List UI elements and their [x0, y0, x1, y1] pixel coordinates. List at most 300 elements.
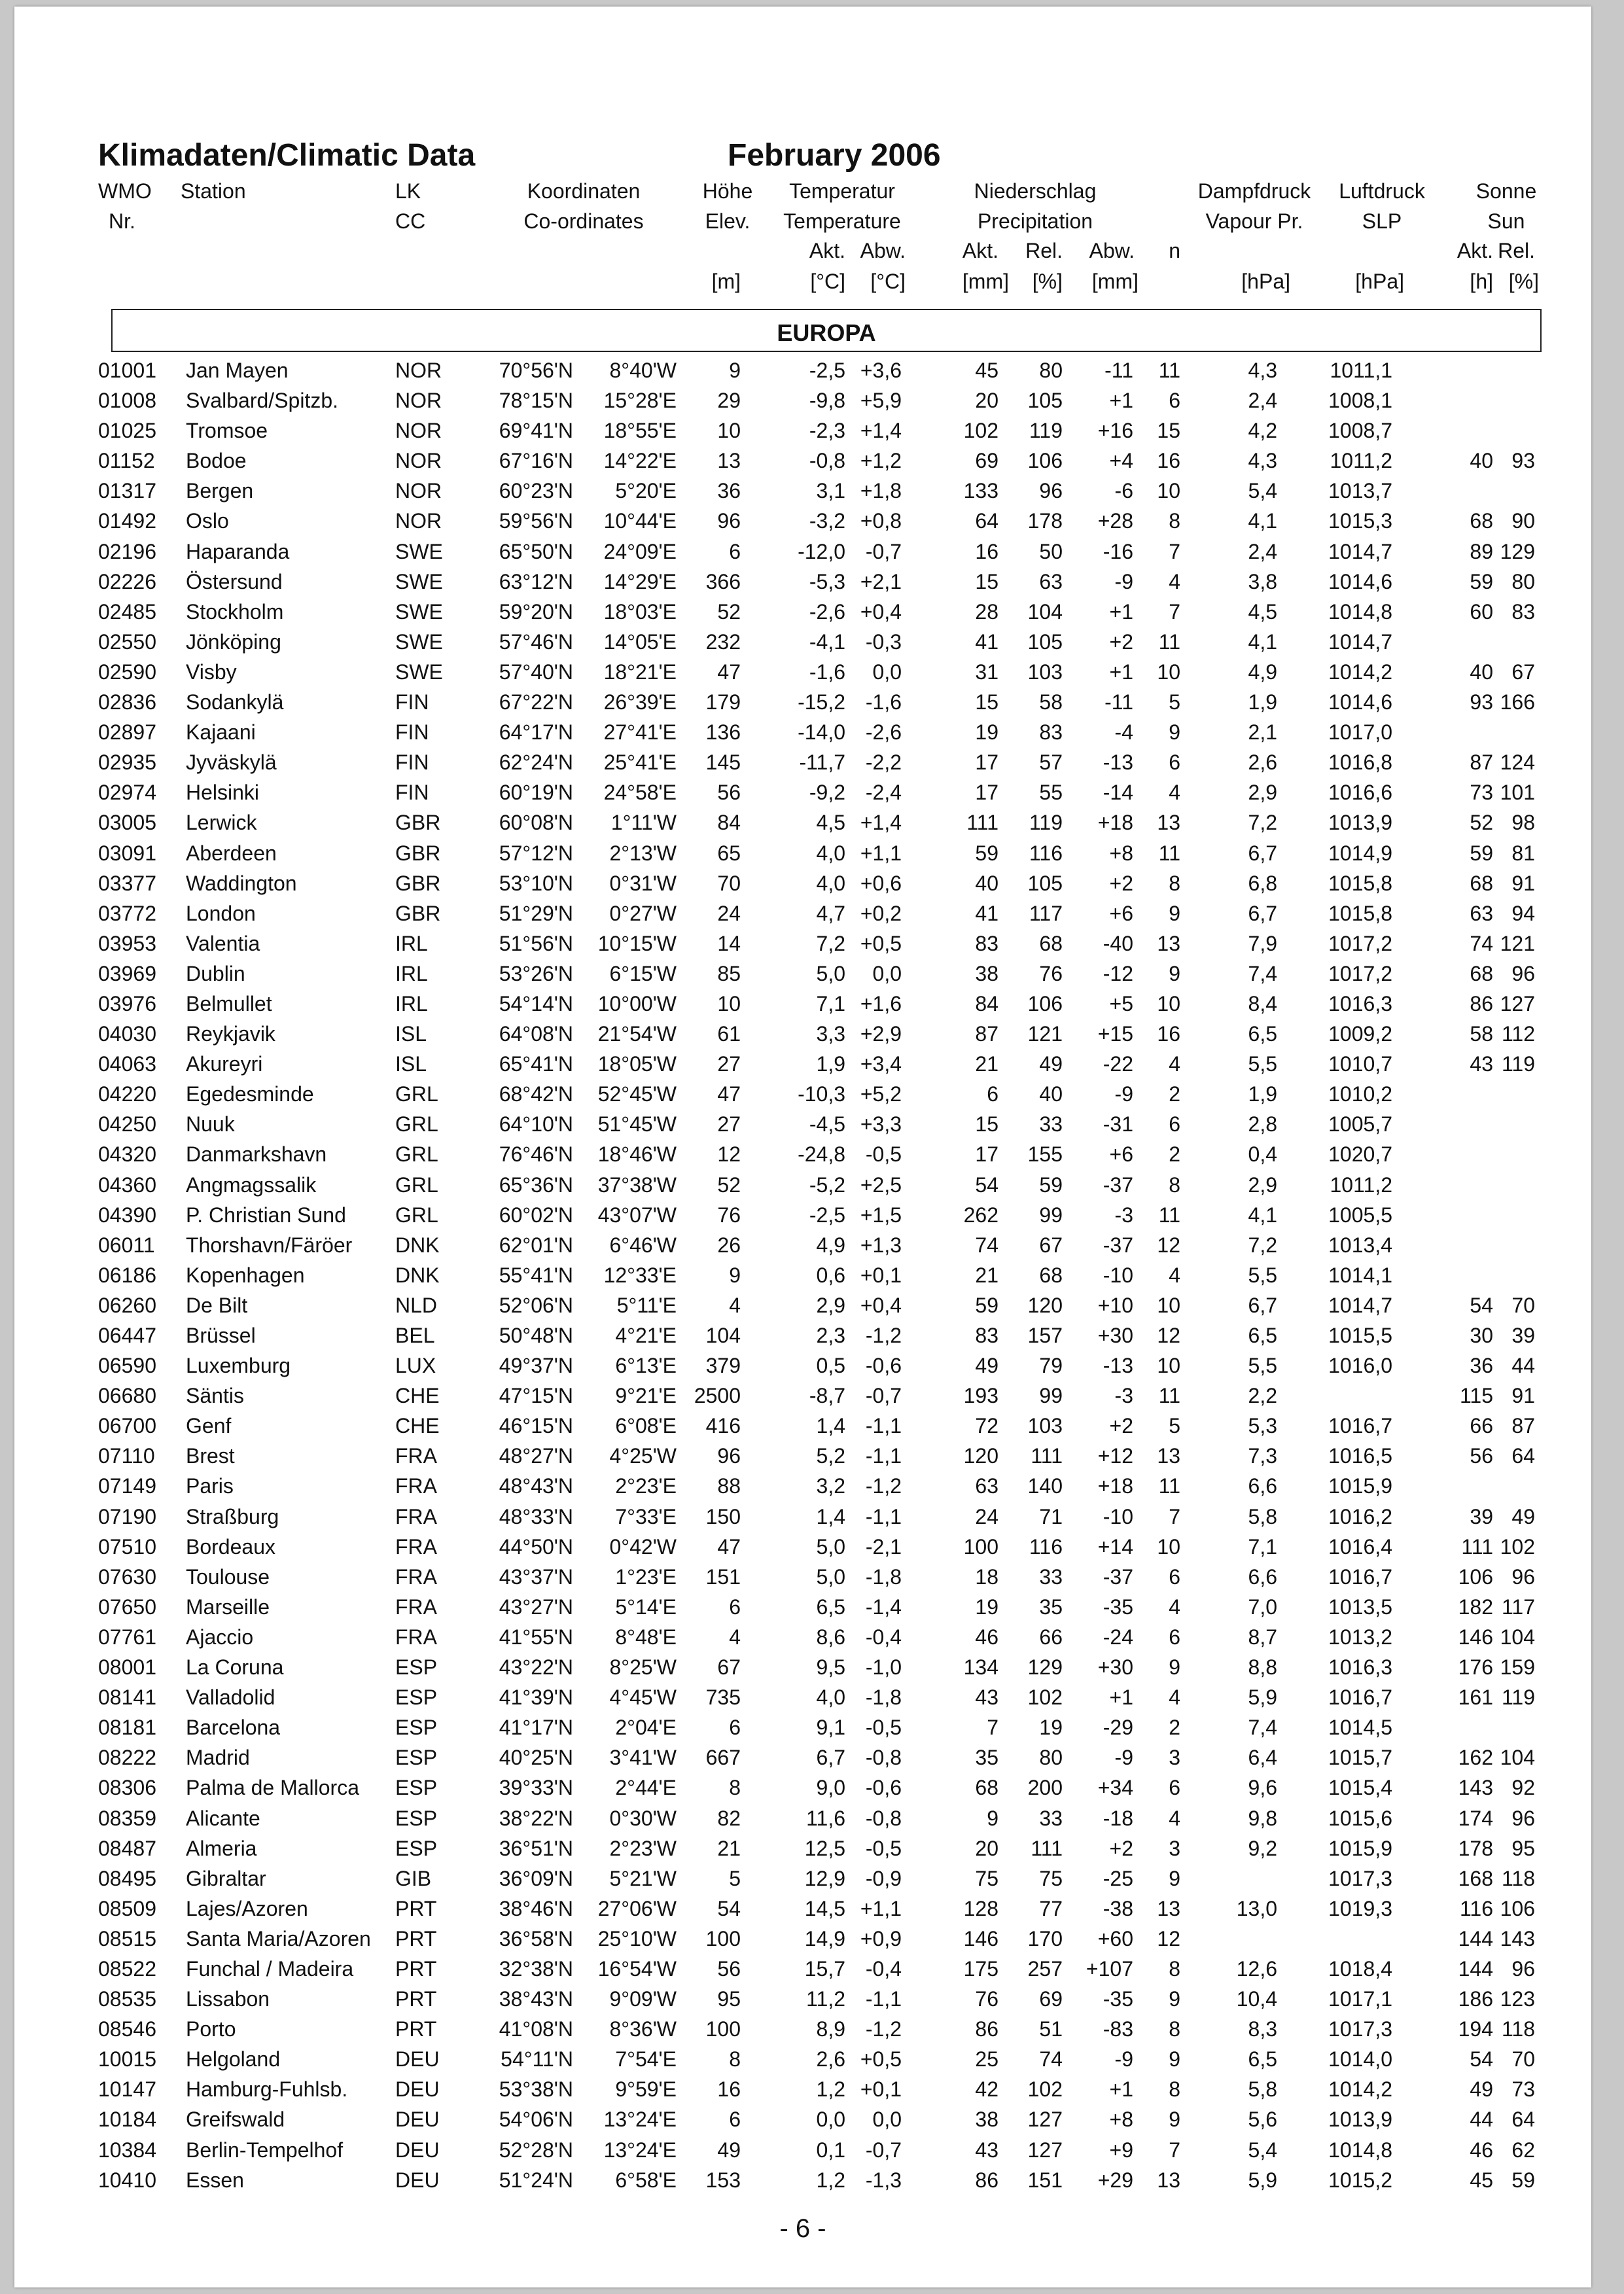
col-header-unit-pct: [%] [1032, 270, 1063, 293]
cell-prec-rel: 127 [1027, 2138, 1063, 2162]
cell-wmo-number: 06590 [98, 1354, 156, 1378]
cell-sun-rel: 119 [1501, 1052, 1535, 1076]
cell-prec-akt: 134 [963, 1655, 998, 1680]
table-row [14, 2134, 1591, 2164]
cell-station-name: Berlin-Tempelhof [186, 2138, 344, 2162]
cell-longitude: 13°24'E [603, 2138, 677, 2162]
cell-country-code: FRA [395, 1595, 437, 1619]
cell-longitude: 7°33'E [615, 1504, 677, 1528]
cell-prec-rel: 19 [1039, 1716, 1063, 1740]
table-row [14, 1440, 1591, 1470]
cell-wmo-number: 02897 [98, 720, 156, 745]
cell-longitude: 4°21'E [615, 1324, 677, 1347]
cell-longitude: 51°45'W [597, 1112, 677, 1137]
cell-prec-abw: +2 [1109, 871, 1133, 895]
cell-sea-level-pressure: 1016,5 [1328, 1444, 1392, 1468]
cell-sun-akt: 68 [1470, 961, 1493, 985]
cell-prec-akt: 28 [975, 599, 998, 624]
cell-prec-akt: 25 [975, 2047, 998, 2072]
cell-vapour-pressure: 6,8 [1248, 871, 1277, 895]
cell-sea-level-pressure: 1013,9 [1328, 811, 1392, 835]
cell-latitude: 59°20'N [499, 599, 573, 624]
cell-prec-days: 7 [1169, 2138, 1180, 2162]
cell-temp-abw: +2,5 [860, 1173, 902, 1197]
cell-country-code: GIB [395, 1866, 432, 1890]
cell-prec-days: 3 [1169, 1746, 1180, 1770]
cell-country-code: FIN [395, 750, 429, 775]
cell-latitude: 65°41'N [499, 1052, 573, 1076]
cell-latitude: 54°14'N [499, 991, 573, 1015]
cell-prec-akt: 16 [975, 539, 998, 563]
cell-prec-rel: 105 [1027, 389, 1063, 413]
cell-prec-days: 6 [1169, 1112, 1180, 1137]
cell-wmo-number: 04360 [98, 1173, 156, 1197]
table-row [14, 505, 1591, 535]
cell-longitude: 9°21'E [615, 1384, 677, 1408]
cell-prec-akt: 38 [975, 2108, 998, 2132]
cell-country-code: NLD [395, 1293, 438, 1317]
table-row [14, 1953, 1591, 1983]
cell-sea-level-pressure: 1005,7 [1328, 1112, 1392, 1137]
cell-sun-akt: 44 [1470, 2108, 1493, 2132]
cell-wmo-number: 07190 [98, 1504, 156, 1528]
cell-prec-rel: 80 [1039, 1746, 1063, 1770]
cell-prec-rel: 74 [1039, 2047, 1063, 2072]
cell-vapour-pressure: 2,8 [1248, 1112, 1277, 1137]
cell-prec-akt: 83 [975, 1324, 998, 1347]
table-row [14, 1923, 1591, 1953]
col-header-nr: Nr. [109, 209, 135, 233]
cell-temp-abw: 0,0 [872, 2108, 902, 2132]
cell-country-code: SWE [395, 539, 443, 563]
cell-prec-abw: +2 [1109, 1414, 1133, 1438]
cell-sun-akt: 89 [1470, 539, 1493, 563]
table-row [14, 2164, 1591, 2195]
cell-vapour-pressure: 6,6 [1248, 1474, 1277, 1498]
cell-elevation: 65 [717, 841, 741, 865]
cell-vapour-pressure: 4,2 [1248, 419, 1277, 443]
cell-temp-abw: -1,1 [865, 1504, 902, 1528]
cell-prec-days: 13 [1157, 1444, 1180, 1468]
cell-prec-rel: 102 [1027, 2077, 1063, 2102]
cell-vapour-pressure: 1,9 [1248, 690, 1277, 715]
cell-sun-rel: 159 [1500, 1655, 1535, 1680]
table-row [14, 1983, 1591, 2013]
cell-prec-akt: 19 [975, 1595, 998, 1619]
cell-temp-akt: -4,1 [809, 629, 845, 654]
cell-prec-rel: 129 [1027, 1655, 1063, 1680]
cell-prec-akt: 41 [975, 629, 998, 654]
cell-prec-abw: +30 [1097, 1324, 1133, 1347]
cell-prec-days: 7 [1169, 539, 1180, 563]
cell-sun-rel: 44 [1511, 1354, 1535, 1378]
table-row [14, 1229, 1591, 1260]
cell-temp-akt: -2,5 [809, 359, 845, 382]
cell-longitude: 6°08'E [615, 1414, 677, 1438]
cell-country-code: FRA [395, 1534, 437, 1559]
cell-elevation: 56 [717, 781, 741, 805]
cell-prec-abw: -83 [1103, 2017, 1133, 2041]
cell-elevation: 84 [717, 811, 741, 835]
cell-wmo-number: 06680 [98, 1384, 156, 1408]
cell-sun-akt: 194 [1458, 2017, 1493, 2041]
cell-wmo-number: 01001 [98, 359, 156, 382]
cell-longitude: 24°09'E [603, 539, 677, 563]
cell-country-code: GRL [395, 1203, 438, 1227]
cell-wmo-number: 10410 [98, 2168, 156, 2192]
cell-elevation: 100 [705, 2017, 741, 2041]
table-row [14, 1863, 1591, 1893]
cell-temp-akt: 3,3 [816, 1022, 845, 1046]
col-header-prec-abw: Abw. [1089, 239, 1135, 262]
cell-prec-abw: +1 [1109, 660, 1133, 684]
cell-prec-akt: 18 [975, 1564, 998, 1589]
col-header-unit-temp: [°C] [810, 270, 845, 293]
cell-temp-akt: 1,2 [816, 2168, 845, 2192]
cell-wmo-number: 04030 [98, 1022, 156, 1046]
cell-prec-rel: 116 [1029, 1534, 1063, 1559]
cell-vapour-pressure: 7,3 [1248, 1444, 1277, 1468]
cell-prec-rel: 127 [1027, 2108, 1063, 2132]
cell-temp-akt: -24,8 [798, 1142, 845, 1167]
cell-temp-akt: -11,7 [799, 750, 845, 775]
cell-latitude: 68°42'N [499, 1082, 573, 1106]
cell-vapour-pressure: 2,2 [1248, 1384, 1277, 1408]
cell-prec-rel: 33 [1039, 1806, 1063, 1830]
cell-temp-akt: 11,6 [806, 1806, 845, 1830]
cell-latitude: 51°29'N [499, 901, 573, 925]
cell-latitude: 57°46'N [499, 629, 573, 654]
table-row [14, 686, 1591, 716]
cell-prec-akt: 15 [975, 690, 998, 715]
cell-prec-rel: 40 [1039, 1082, 1063, 1106]
cell-vapour-pressure: 5,9 [1248, 2168, 1277, 2192]
cell-longitude: 7°54'E [615, 2047, 677, 2072]
cell-prec-rel: 69 [1039, 1987, 1063, 2011]
cell-prec-abw: -22 [1103, 1052, 1133, 1076]
table-row [14, 355, 1591, 385]
table-row [14, 1470, 1591, 1500]
table-row [14, 1048, 1591, 1078]
table-row [14, 445, 1591, 475]
cell-prec-days: 6 [1169, 750, 1180, 775]
table-row [14, 1591, 1591, 1621]
cell-vapour-pressure: 2,9 [1248, 1173, 1277, 1197]
cell-sea-level-pressure: 1014,6 [1328, 569, 1392, 593]
cell-latitude: 53°26'N [499, 961, 573, 985]
cell-elevation: 6 [729, 539, 741, 563]
cell-sun-akt: 115 [1459, 1384, 1493, 1408]
cell-latitude: 49°37'N [499, 1354, 573, 1378]
table-row [14, 1893, 1591, 1923]
cell-sun-rel: 98 [1511, 811, 1535, 835]
cell-station-name: Palma de Mallorca [186, 1776, 359, 1800]
cell-sea-level-pressure: 1015,5 [1328, 1324, 1392, 1347]
cell-vapour-pressure: 5,5 [1248, 1354, 1277, 1378]
data-table-body [14, 355, 1591, 2195]
cell-sea-level-pressure: 1015,9 [1328, 1474, 1392, 1498]
cell-elevation: 735 [705, 1685, 741, 1710]
cell-prec-abw: -16 [1103, 539, 1133, 563]
cell-station-name: Säntis [186, 1384, 244, 1408]
cell-elevation: 8 [729, 1776, 741, 1800]
cell-prec-abw: +1 [1109, 599, 1133, 624]
cell-country-code: IRL [395, 931, 428, 955]
cell-prec-days: 6 [1169, 389, 1180, 413]
cell-prec-rel: 102 [1027, 1685, 1063, 1710]
cell-prec-days: 9 [1169, 1866, 1180, 1890]
cell-prec-days: 13 [1157, 931, 1180, 955]
cell-wmo-number: 02485 [98, 599, 156, 624]
cell-elevation: 9 [729, 1263, 741, 1287]
cell-country-code: CHE [395, 1414, 440, 1438]
cell-station-name: Essen [186, 2168, 244, 2192]
cell-prec-akt: 59 [975, 1293, 998, 1317]
cell-temp-abw: -0,8 [865, 1806, 902, 1830]
cell-sun-rel: 92 [1511, 1776, 1535, 1800]
col-header-temp-akt: Akt. [809, 239, 845, 262]
cell-country-code: FIN [395, 720, 429, 745]
cell-prec-rel: 63 [1039, 569, 1063, 593]
cell-vapour-pressure: 12,6 [1236, 1956, 1277, 1981]
cell-sea-level-pressure: 1014,9 [1328, 841, 1392, 865]
cell-country-code: ISL [395, 1052, 427, 1076]
cell-country-code: ESP [395, 1655, 438, 1680]
cell-temp-abw: -1,1 [865, 1987, 902, 2011]
col-header-hoehe: Höhe [702, 179, 753, 203]
cell-elevation: 29 [717, 389, 741, 413]
cell-sea-level-pressure: 1011,2 [1330, 1173, 1392, 1197]
cell-latitude: 47°15'N [499, 1384, 573, 1408]
cell-sun-rel: 106 [1500, 1896, 1535, 1920]
cell-prec-rel: 55 [1039, 781, 1063, 805]
cell-vapour-pressure: 9,6 [1248, 1776, 1277, 1800]
table-row [14, 2043, 1591, 2073]
cell-station-name: London [186, 901, 256, 925]
cell-elevation: 95 [717, 1987, 741, 2011]
cell-sea-level-pressure: 1016,8 [1328, 750, 1392, 775]
cell-sun-rel: 81 [1511, 841, 1535, 865]
cell-longitude: 6°58'E [615, 2168, 677, 2192]
cell-prec-days: 10 [1157, 660, 1180, 684]
table-row [14, 1833, 1591, 1863]
col-header-temp-abw: Abw. [860, 239, 906, 262]
cell-prec-days: 10 [1157, 479, 1180, 503]
cell-prec-akt: 87 [975, 1022, 998, 1046]
cell-temp-akt: 3,1 [816, 479, 845, 503]
cell-vapour-pressure: 8,4 [1248, 991, 1277, 1015]
cell-sea-level-pressure: 1016,2 [1328, 1504, 1392, 1528]
cell-temp-akt: -2,5 [809, 1203, 845, 1227]
cell-vapour-pressure: 5,6 [1248, 2108, 1277, 2132]
cell-sun-rel: 104 [1500, 1746, 1535, 1770]
cell-prec-days: 6 [1169, 1776, 1180, 1800]
cell-temp-abw: -1,2 [865, 2017, 902, 2041]
cell-sun-akt: 176 [1458, 1655, 1493, 1680]
cell-prec-abw: -40 [1103, 931, 1133, 955]
cell-temp-akt: -10,3 [798, 1082, 845, 1106]
cell-longitude: 24°58'E [603, 781, 677, 805]
cell-prec-akt: 49 [975, 1354, 998, 1378]
table-row [14, 385, 1591, 415]
cell-temp-akt: -8,7 [809, 1384, 845, 1408]
cell-wmo-number: 08181 [98, 1716, 156, 1740]
cell-prec-days: 7 [1169, 599, 1180, 624]
cell-wmo-number: 06700 [98, 1414, 156, 1438]
cell-sun-rel: 124 [1500, 750, 1535, 775]
cell-latitude: 52°28'N [499, 2138, 573, 2162]
cell-prec-rel: 121 [1027, 1022, 1063, 1046]
cell-temp-akt: 8,9 [816, 2017, 845, 2041]
cell-prec-abw: -13 [1103, 750, 1133, 775]
cell-wmo-number: 07650 [98, 1595, 156, 1619]
cell-sun-akt: 40 [1470, 449, 1493, 473]
cell-longitude: 8°40'W [609, 359, 677, 382]
cell-vapour-pressure: 4,3 [1248, 449, 1277, 473]
table-row [14, 838, 1591, 868]
cell-station-name: Paris [186, 1474, 234, 1498]
cell-latitude: 54°06'N [499, 2108, 573, 2132]
cell-temp-akt: 1,9 [816, 1052, 845, 1076]
cell-sea-level-pressure: 1016,3 [1328, 1655, 1392, 1680]
cell-prec-rel: 111 [1031, 1444, 1063, 1468]
cell-sea-level-pressure: 1010,2 [1328, 1082, 1392, 1106]
table-row [14, 928, 1591, 958]
cell-latitude: 65°36'N [499, 1173, 573, 1197]
cell-prec-days: 9 [1169, 720, 1180, 745]
cell-prec-days: 5 [1169, 1414, 1180, 1438]
cell-latitude: 36°51'N [499, 1836, 573, 1860]
cell-prec-rel: 35 [1039, 1595, 1063, 1619]
cell-latitude: 55°41'N [499, 1263, 573, 1287]
cell-temp-akt: 12,9 [804, 1866, 845, 1890]
cell-sun-akt: 39 [1470, 1504, 1493, 1528]
cell-longitude: 9°59'E [615, 2077, 677, 2102]
cell-sun-akt: 116 [1459, 1896, 1493, 1920]
table-row [14, 656, 1591, 686]
cell-elevation: 232 [705, 629, 741, 654]
table-row [14, 1803, 1591, 1833]
cell-sun-akt: 144 [1458, 1956, 1493, 1981]
table-row [14, 1138, 1591, 1169]
table-row [14, 988, 1591, 1018]
cell-sea-level-pressure: 1017,3 [1328, 1866, 1392, 1890]
cell-elevation: 379 [705, 1354, 741, 1378]
cell-temp-abw: -1,3 [865, 2168, 902, 2192]
cell-country-code: CHE [395, 1384, 440, 1408]
cell-sea-level-pressure: 1014,7 [1328, 629, 1392, 654]
cell-station-name: Lajes/Azoren [186, 1896, 308, 1920]
cell-station-name: Jönköping [186, 629, 281, 654]
cell-prec-rel: 59 [1039, 1173, 1063, 1197]
cell-latitude: 57°12'N [499, 841, 573, 865]
cell-wmo-number: 08546 [98, 2017, 156, 2041]
cell-prec-days: 11 [1158, 359, 1180, 382]
cell-elevation: 12 [717, 1142, 741, 1167]
cell-prec-abw: +5 [1109, 991, 1133, 1015]
cell-longitude: 6°15'W [609, 961, 677, 985]
cell-temp-abw: -1,1 [865, 1444, 902, 1468]
cell-prec-akt: 68 [975, 1776, 998, 1800]
cell-prec-abw: -10 [1103, 1504, 1133, 1528]
cell-temp-abw: -0,6 [865, 1354, 902, 1378]
cell-sea-level-pressure: 1017,3 [1328, 2017, 1392, 2041]
cell-station-name: Valladolid [186, 1685, 275, 1710]
cell-longitude: 2°44'E [615, 1776, 677, 1800]
cell-temp-abw: -0,3 [865, 629, 902, 654]
col-header-niederschlag: Niederschlag [974, 179, 1097, 203]
cell-latitude: 52°06'N [499, 1293, 573, 1317]
cell-sun-akt: 68 [1470, 509, 1493, 533]
cell-temp-abw: -1,1 [865, 1414, 902, 1438]
cell-longitude: 9°09'W [609, 1987, 677, 2011]
cell-prec-akt: 19 [975, 720, 998, 745]
cell-longitude: 1°23'E [615, 1564, 677, 1589]
cell-longitude: 43°07'W [597, 1203, 677, 1227]
table-row [14, 2013, 1591, 2043]
table-row [14, 807, 1591, 837]
cell-longitude: 2°04'E [615, 1716, 677, 1740]
cell-vapour-pressure: 6,7 [1248, 1293, 1277, 1317]
cell-elevation: 36 [717, 479, 741, 503]
cell-prec-akt: 46 [975, 1625, 998, 1649]
cell-longitude: 18°05'W [597, 1052, 677, 1076]
col-header-unit-hpa-slp: [hPa] [1355, 270, 1404, 293]
cell-temp-akt: -2,3 [809, 419, 845, 443]
cell-sea-level-pressure: 1014,5 [1328, 1716, 1392, 1740]
cell-sun-rel: 62 [1511, 2138, 1535, 2162]
table-row [14, 536, 1591, 566]
cell-temp-abw: +0,1 [860, 2077, 902, 2102]
cell-latitude: 48°33'N [499, 1504, 573, 1528]
cell-prec-rel: 106 [1027, 449, 1063, 473]
cell-prec-abw: +15 [1097, 1022, 1133, 1046]
cell-station-name: Luxemburg [186, 1354, 291, 1378]
cell-prec-akt: 20 [975, 389, 998, 413]
cell-wmo-number: 08487 [98, 1836, 156, 1860]
cell-prec-akt: 38 [975, 961, 998, 985]
table-row [14, 868, 1591, 898]
cell-longitude: 2°23'W [609, 1836, 677, 1860]
cell-vapour-pressure: 7,1 [1248, 1534, 1277, 1559]
cell-prec-akt: 146 [963, 1926, 998, 1950]
cell-prec-abw: -3 [1114, 1384, 1133, 1408]
cell-prec-abw: -25 [1103, 1866, 1133, 1890]
cell-vapour-pressure: 7,0 [1248, 1595, 1277, 1619]
cell-wmo-number: 06447 [98, 1324, 156, 1347]
col-header-temperature: Temperature [783, 209, 901, 233]
cell-temp-abw: +2,9 [860, 1022, 902, 1046]
table-row [14, 1682, 1591, 1712]
cell-prec-rel: 75 [1039, 1866, 1063, 1890]
cell-wmo-number: 01152 [98, 449, 155, 473]
cell-longitude: 27°06'W [597, 1896, 677, 1920]
cell-latitude: 43°27'N [499, 1595, 573, 1619]
cell-temp-abw: -0,4 [865, 1625, 902, 1649]
cell-elevation: 49 [717, 2138, 741, 2162]
cell-wmo-number: 03969 [98, 961, 156, 985]
cell-prec-rel: 200 [1027, 1776, 1063, 1800]
cell-station-name: Barcelona [186, 1716, 281, 1740]
cell-latitude: 54°11'N [501, 2047, 573, 2072]
cell-prec-abw: -14 [1103, 781, 1133, 805]
cell-prec-days: 10 [1157, 1293, 1180, 1317]
cell-station-name: Gibraltar [186, 1866, 266, 1890]
cell-sea-level-pressure: 1014,1 [1328, 1263, 1392, 1287]
cell-latitude: 67°16'N [499, 449, 573, 473]
cell-temp-akt: 6,5 [816, 1595, 845, 1619]
cell-temp-abw: -1,8 [865, 1685, 902, 1710]
